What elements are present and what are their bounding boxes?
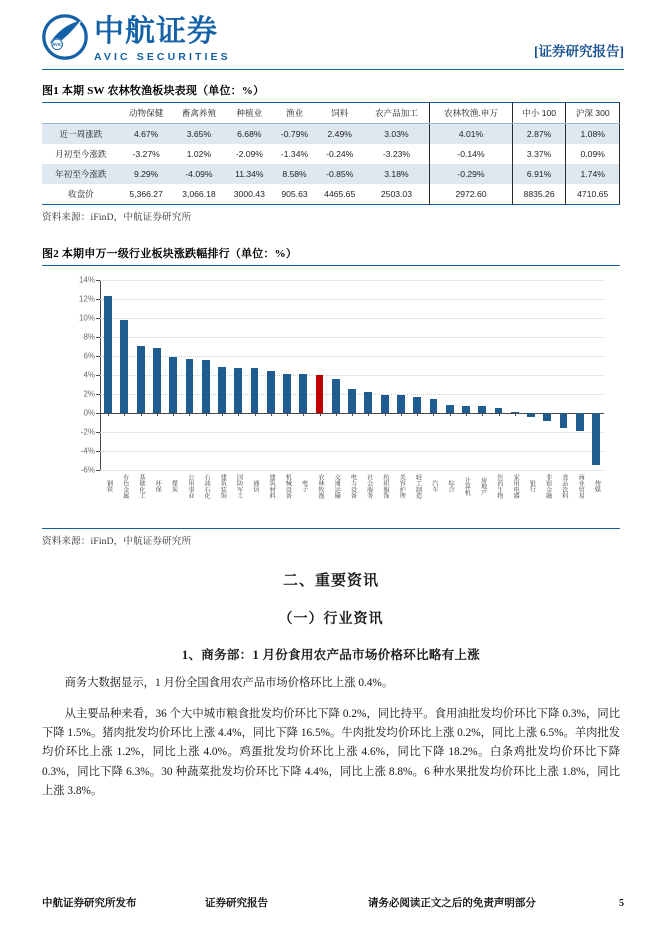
- chart-bar: [462, 406, 470, 413]
- chart-x-label-slot: [523, 474, 539, 499]
- chart-bar-slot: [425, 280, 441, 470]
- section-heading: 二、重要资讯: [282, 573, 379, 590]
- cell-mtd-animal-health: -3.27%: [132, 149, 160, 160]
- chart-x-label: 房地产: [479, 477, 487, 496]
- chart-gridline: [100, 470, 604, 471]
- chart-x-label: 建筑装饰: [219, 474, 227, 499]
- chart-x-label: 基础化工: [138, 474, 145, 499]
- avic-logo-badge-text: AVIC: [52, 41, 62, 47]
- footer-report-type: 证券研究报告: [204, 898, 268, 909]
- cell-ytd-livestock: -4.09%: [185, 169, 213, 180]
- cell-mtd-livestock: 1.02%: [186, 149, 212, 160]
- chart-bar-slot: [230, 280, 246, 470]
- chart-x-tick: [320, 413, 321, 416]
- chart-x-tick: [255, 413, 256, 416]
- row-label-week-change: 近一周涨跌: [59, 129, 103, 140]
- cell-close-animal-health: 5,366.27: [129, 189, 163, 200]
- chart-bar-slot: [523, 280, 539, 470]
- chart-bar: [348, 389, 356, 413]
- chart-bar-slot: [507, 280, 523, 470]
- chart-x-label: 钢铁: [105, 480, 113, 493]
- cell-ytd-sme100: 6.91%: [512, 164, 566, 184]
- chart-bar: [478, 406, 486, 413]
- chart-x-label-slot: [474, 474, 490, 499]
- chart-x-tick: [499, 413, 500, 416]
- chart-x-label-slot: [328, 474, 344, 499]
- chart-x-tick: [515, 413, 516, 416]
- chart-bar: [120, 320, 128, 413]
- chart-x-tick: [189, 413, 190, 416]
- cell-mtd-agri-processing: -3.23%: [382, 149, 411, 160]
- chart-x-label: 建筑材料: [268, 474, 276, 499]
- chart-x-tick: [482, 413, 483, 416]
- cell-week-csi300: 1.08%: [566, 124, 620, 145]
- chart-y-tick-label: 14%: [78, 275, 95, 285]
- chart-x-tick: [206, 413, 207, 416]
- chart-x-label: 轻工制造: [414, 474, 422, 499]
- chart-x-tick: [401, 413, 402, 416]
- table-row: [42, 124, 620, 145]
- avic-logo-icon: [42, 14, 88, 60]
- chart-bar-slot: [328, 280, 344, 470]
- chart-y-tick-label: 4%: [83, 370, 95, 380]
- table-header-cell-csi300: 沪深 300: [566, 103, 620, 124]
- table-header-cell-blank: [42, 103, 120, 124]
- chart-x-label: 社会服务: [365, 474, 373, 499]
- chart-x-label: 有色金属: [121, 474, 129, 499]
- cell-week-sme100: 2.87%: [512, 124, 566, 145]
- chart-bar: [234, 368, 242, 413]
- chart-y-tick-label: 0%: [83, 408, 95, 418]
- chart-bar-slot: [474, 280, 490, 470]
- chart-y-tick-label: -4%: [80, 446, 95, 456]
- chart-x-label-slot: [425, 474, 441, 499]
- cell-ytd-animal-health: 9.29%: [133, 169, 159, 180]
- chart-x-label-slot: [198, 474, 214, 499]
- table-header-row: [42, 103, 620, 124]
- chart-x-label-slot: [214, 474, 230, 499]
- table-header-cell-planting: 种植业: [225, 103, 273, 124]
- row-label-close-price: 收盘价: [67, 189, 94, 200]
- chart-bar-slot: [116, 280, 132, 470]
- sw-sector-performance-table: [42, 102, 620, 205]
- chart-bar: [267, 371, 275, 413]
- chart-y-tick-label: 2%: [83, 389, 95, 399]
- footer-disclaimer: 请务必阅读正文之后的免责声明部分: [367, 898, 536, 909]
- chart-y-tick: [96, 470, 100, 471]
- chart-x-label-slot: [295, 474, 311, 499]
- chart-x-tick: [222, 413, 223, 416]
- chart-x-tick: [564, 413, 565, 416]
- article-content: [0, 569, 662, 802]
- chart-x-label: 家用电器: [512, 474, 520, 499]
- chart-x-label-slot: [181, 474, 197, 499]
- table-row: [42, 144, 620, 164]
- chart-bar-slot: [133, 280, 149, 470]
- chart-bar-slot: [214, 280, 230, 470]
- chart-x-tick: [466, 413, 467, 416]
- chart-bar: [104, 296, 112, 413]
- table-header-cell-animal-health: 动物保健: [120, 103, 173, 124]
- chart-x-label-slot: [555, 474, 571, 499]
- chart-area: [42, 274, 620, 526]
- chart-x-label-slot: [588, 474, 604, 499]
- table-header-cell-fishery: 渔业: [273, 103, 315, 124]
- chart-bar-slot: [263, 280, 279, 470]
- chart-x-axis-labels: [100, 474, 604, 499]
- figure1-source: 资料来源：iFinD，中航证券研究所: [42, 213, 192, 224]
- chart-x-label-slot: [442, 474, 458, 499]
- chart-bar: [397, 395, 405, 413]
- cell-ytd-planting: 11.34%: [235, 169, 264, 180]
- chart-x-label: 传媒: [593, 480, 601, 493]
- chart-bar-slot: [377, 280, 393, 470]
- chart-x-label-slot: [344, 474, 360, 499]
- cell-close-livestock: 3,066.18: [182, 189, 216, 200]
- chart-x-tick: [271, 413, 272, 416]
- chart-x-label: 通信: [251, 480, 259, 493]
- chart-bar: [316, 375, 324, 413]
- chart-x-tick: [385, 413, 386, 416]
- chart-bar: [413, 397, 421, 414]
- chart-bar-slot: [490, 280, 506, 470]
- chart-x-tick: [336, 413, 337, 416]
- chart-bar: [381, 395, 389, 413]
- chart-x-label: 电力设备: [349, 474, 357, 499]
- chart-x-tick: [303, 413, 304, 416]
- chart-x-label-slot: [133, 474, 149, 499]
- chart-x-tick: [157, 413, 158, 416]
- chart-x-tick: [368, 413, 369, 416]
- table-header-cell-sw-agriculture: 农林牧渔.申万: [430, 103, 513, 124]
- chart-x-tick: [433, 413, 434, 416]
- chart-bar: [169, 357, 177, 413]
- chart-bar-slot: [555, 280, 571, 470]
- chart-bar-slot: [409, 280, 425, 470]
- cell-mtd-sw-agriculture: -0.14%: [430, 144, 513, 164]
- chart-x-label: 银行: [528, 480, 536, 493]
- chart-x-label-slot: [230, 474, 246, 499]
- cell-close-csi300: 4710.65: [566, 184, 620, 205]
- cell-ytd-feed: -0.85%: [326, 169, 354, 180]
- chart-x-label: 环保: [154, 480, 162, 493]
- chart-bar: [202, 360, 210, 413]
- cell-week-sw-agriculture: 4.01%: [430, 124, 513, 145]
- cell-week-feed: 2.49%: [327, 129, 352, 140]
- brand-name-cn: 中航证券: [94, 15, 218, 48]
- chart-bar-slot: [311, 280, 327, 470]
- chart-x-label-slot: [100, 474, 116, 499]
- news-item-heading: 1、商务部：1 月份食用农产品市场价格环比略有上涨: [181, 648, 481, 663]
- chart-plot-region: [78, 275, 604, 475]
- cell-week-agri-processing: 3.03%: [384, 129, 409, 140]
- brand-name-en: AVIC SECURITIES: [94, 50, 231, 63]
- chart-x-label-slot: [116, 474, 132, 499]
- chart-x-label: 非银金融: [544, 474, 552, 499]
- cell-close-fishery: 905.63: [281, 189, 308, 200]
- figure1-caption: 图1 本期 SW 农林牧渔板块表现（单位：%）: [42, 85, 265, 97]
- chart-y-tick-label: -2%: [80, 427, 95, 437]
- chart-bar-slot: [588, 280, 604, 470]
- cell-mtd-fishery: -1.34%: [280, 149, 309, 160]
- row-label-mtd-change: 月初至今涨跌: [55, 149, 107, 160]
- cell-week-planting: 6.68%: [237, 129, 262, 140]
- chart-x-label-slot: [377, 474, 393, 499]
- chart-bar: [364, 392, 372, 413]
- table-row: [42, 184, 620, 205]
- chart-bar: [446, 405, 454, 414]
- chart-x-label-slot: [263, 474, 279, 499]
- subsection-heading: （一）行业资讯: [278, 612, 384, 628]
- chart-x-label: 石油石化: [203, 474, 211, 499]
- chart-x-tick: [352, 413, 353, 416]
- chart-x-label: 计算机: [463, 477, 471, 496]
- cell-close-sme100: 8835.26: [512, 184, 566, 205]
- table-header-cell-sme100: 中小 100: [512, 103, 566, 124]
- cell-ytd-agri-processing: 3.18%: [384, 169, 409, 180]
- chart-x-tick: [547, 413, 548, 416]
- chart-bar-slot: [458, 280, 474, 470]
- figure2-caption: 图2 本期申万一级行业板块涨跌幅排行（单位：%）: [42, 248, 298, 261]
- chart-bar: [299, 374, 307, 413]
- cell-week-animal-health: 4.67%: [133, 129, 159, 140]
- chart-x-tick: [124, 413, 125, 416]
- chart-x-label: 煤炭: [170, 480, 178, 493]
- chart-x-label: 食品饮料: [560, 474, 568, 499]
- cell-close-agri-processing: 2503.03: [380, 189, 412, 200]
- figure2-source: 资料来源：iFinD，中航证券研究所: [42, 537, 192, 548]
- table-header-cell-agri-processing: 农产品加工: [364, 103, 430, 124]
- chart-x-label-slot: [507, 474, 523, 499]
- cell-ytd-fishery: 8.58%: [282, 169, 307, 180]
- chart-bar-slot: [181, 280, 197, 470]
- chart-bar: [137, 346, 145, 413]
- chart-bar: [186, 359, 194, 413]
- cell-ytd-sw-agriculture: -0.29%: [430, 164, 513, 184]
- chart-bar-slot: [442, 280, 458, 470]
- chart-bar: [430, 399, 438, 413]
- chart-x-tick: [596, 413, 597, 416]
- chart-x-tick: [417, 413, 418, 416]
- cell-ytd-csi300: 1.74%: [566, 164, 620, 184]
- chart-x-label-slot: [360, 474, 376, 499]
- chart-x-label-slot: [539, 474, 555, 499]
- cell-close-sw-agriculture: 2972.60: [430, 184, 513, 205]
- brand-logo: [42, 14, 231, 63]
- chart-x-label: 电子: [300, 480, 308, 493]
- table-header-cell-feed: 饲料: [316, 103, 364, 124]
- report-type-tag: [证券研究报告]: [534, 44, 624, 59]
- cell-mtd-csi300: 0.09%: [566, 144, 620, 164]
- chart-bar: [218, 367, 226, 414]
- chart-bar-slot: [149, 280, 165, 470]
- chart-bar: [153, 348, 161, 414]
- chart-x-label: 公用事业: [186, 474, 194, 499]
- page-header: [0, 0, 662, 78]
- chart-x-label: 交通运输: [333, 474, 341, 499]
- footer-publisher: 中航证券研究所发布: [42, 898, 137, 909]
- chart-x-label-slot: [149, 474, 165, 499]
- chart-bar-slot: [393, 280, 409, 470]
- chart-bar-slot: [295, 280, 311, 470]
- chart-bar-slot: [198, 280, 214, 470]
- chart-y-tick-label: 12%: [78, 294, 95, 304]
- cell-week-livestock: 3.65%: [186, 129, 212, 140]
- header-divider: [42, 69, 624, 70]
- chart-x-tick: [173, 413, 174, 416]
- chart-x-label: 商业贸易: [577, 474, 585, 499]
- chart-bar-slot: [100, 280, 116, 470]
- chart-bars: [100, 280, 604, 470]
- chart-bar: [283, 374, 291, 413]
- chart-y-tick-label: 10%: [78, 313, 95, 323]
- chart-bar: [332, 379, 340, 413]
- chart-x-tick: [238, 413, 239, 416]
- chart-x-tick: [531, 413, 532, 416]
- chart-x-tick: [450, 413, 451, 416]
- chart-x-label-slot: [165, 474, 181, 499]
- chart-bar: [251, 368, 259, 413]
- cell-week-fishery: -0.79%: [280, 129, 309, 140]
- cell-close-feed: 4465.65: [324, 189, 356, 200]
- chart-bar-slot: [165, 280, 181, 470]
- chart-bar-slot: [572, 280, 588, 470]
- chart-x-label-slot: [393, 474, 409, 499]
- page-number: 5: [619, 898, 624, 909]
- chart-x-label-slot: [311, 474, 327, 499]
- industry-performance-chart: [42, 265, 620, 529]
- paragraph: 从主要品种来看，36 个大中城市粮食批发均价环比下降 0.2%，同比持平。食用油批发均价环比下降 0.3%，同比下降 1.5%。猪肉批发均价环比上涨 4.4%，同比下降 16.5%。牛肉批发均价环比上涨 0.2%，同比上涨 6.5%。羊肉批发均价环比上涨 1.2%，同比上涨 4.0%。鸡蛋批发均价环比上涨 4.6%，同比下降 18.2%。白条鸡批发均价环比下降 0.3%，同比下降 6.3%。30 种蔬菜批发均价环比下降 4.4%，同比上涨 8.8%。6 种水果批发均价环比上涨 1.8%，同比上涨 3.8%。: [42, 707, 621, 798]
- chart-y-tick-label: -6%: [80, 465, 95, 475]
- chart-x-tick: [287, 413, 288, 416]
- cell-mtd-planting: -2.09%: [235, 149, 263, 160]
- chart-x-label: 机械设备: [284, 474, 292, 499]
- paragraph: 商务大数据显示，1 月份全国食用农产品市场价格环比上涨 0.4%。: [64, 677, 394, 690]
- table-body: [42, 103, 620, 205]
- chart-x-label-slot: [409, 474, 425, 499]
- chart-x-tick: [108, 413, 109, 416]
- cell-mtd-feed: -0.24%: [326, 149, 354, 160]
- chart-x-label-slot: [279, 474, 295, 499]
- cell-close-planting: 3000.43: [233, 189, 265, 200]
- chart-x-label: 综合: [447, 480, 455, 493]
- chart-bar-slot: [539, 280, 555, 470]
- chart-x-label: 国防军工: [235, 474, 243, 499]
- chart-x-label-slot: [246, 474, 262, 499]
- chart-bar-slot: [246, 280, 262, 470]
- chart-x-label: 医药生物: [495, 474, 503, 499]
- chart-bar-slot: [360, 280, 376, 470]
- chart-y-tick-label: 8%: [83, 332, 95, 342]
- chart-x-label: 美容护理: [398, 474, 406, 499]
- chart-x-label: 纺织服饰: [381, 474, 389, 499]
- chart-bar-slot: [279, 280, 295, 470]
- figure2-block: [0, 245, 662, 547]
- figure1-block: [0, 82, 662, 223]
- chart-x-label: 汽车: [430, 480, 438, 493]
- chart-x-label-slot: [490, 474, 506, 499]
- table-row: [42, 164, 620, 184]
- chart-x-label-slot: [458, 474, 474, 499]
- chart-x-tick: [141, 413, 142, 416]
- row-label-ytd-change: 年初至今涨跌: [55, 169, 107, 180]
- table-header-cell-livestock: 畜禽养殖: [173, 103, 226, 124]
- page-footer: [42, 895, 624, 910]
- chart-x-label: 农林牧渔: [316, 474, 324, 499]
- chart-x-tick: [580, 413, 581, 416]
- chart-bar-slot: [344, 280, 360, 470]
- chart-bar: [592, 413, 600, 465]
- chart-y-tick-label: 6%: [83, 351, 95, 361]
- cell-mtd-sme100: 3.37%: [512, 144, 566, 164]
- chart-x-label-slot: [572, 474, 588, 499]
